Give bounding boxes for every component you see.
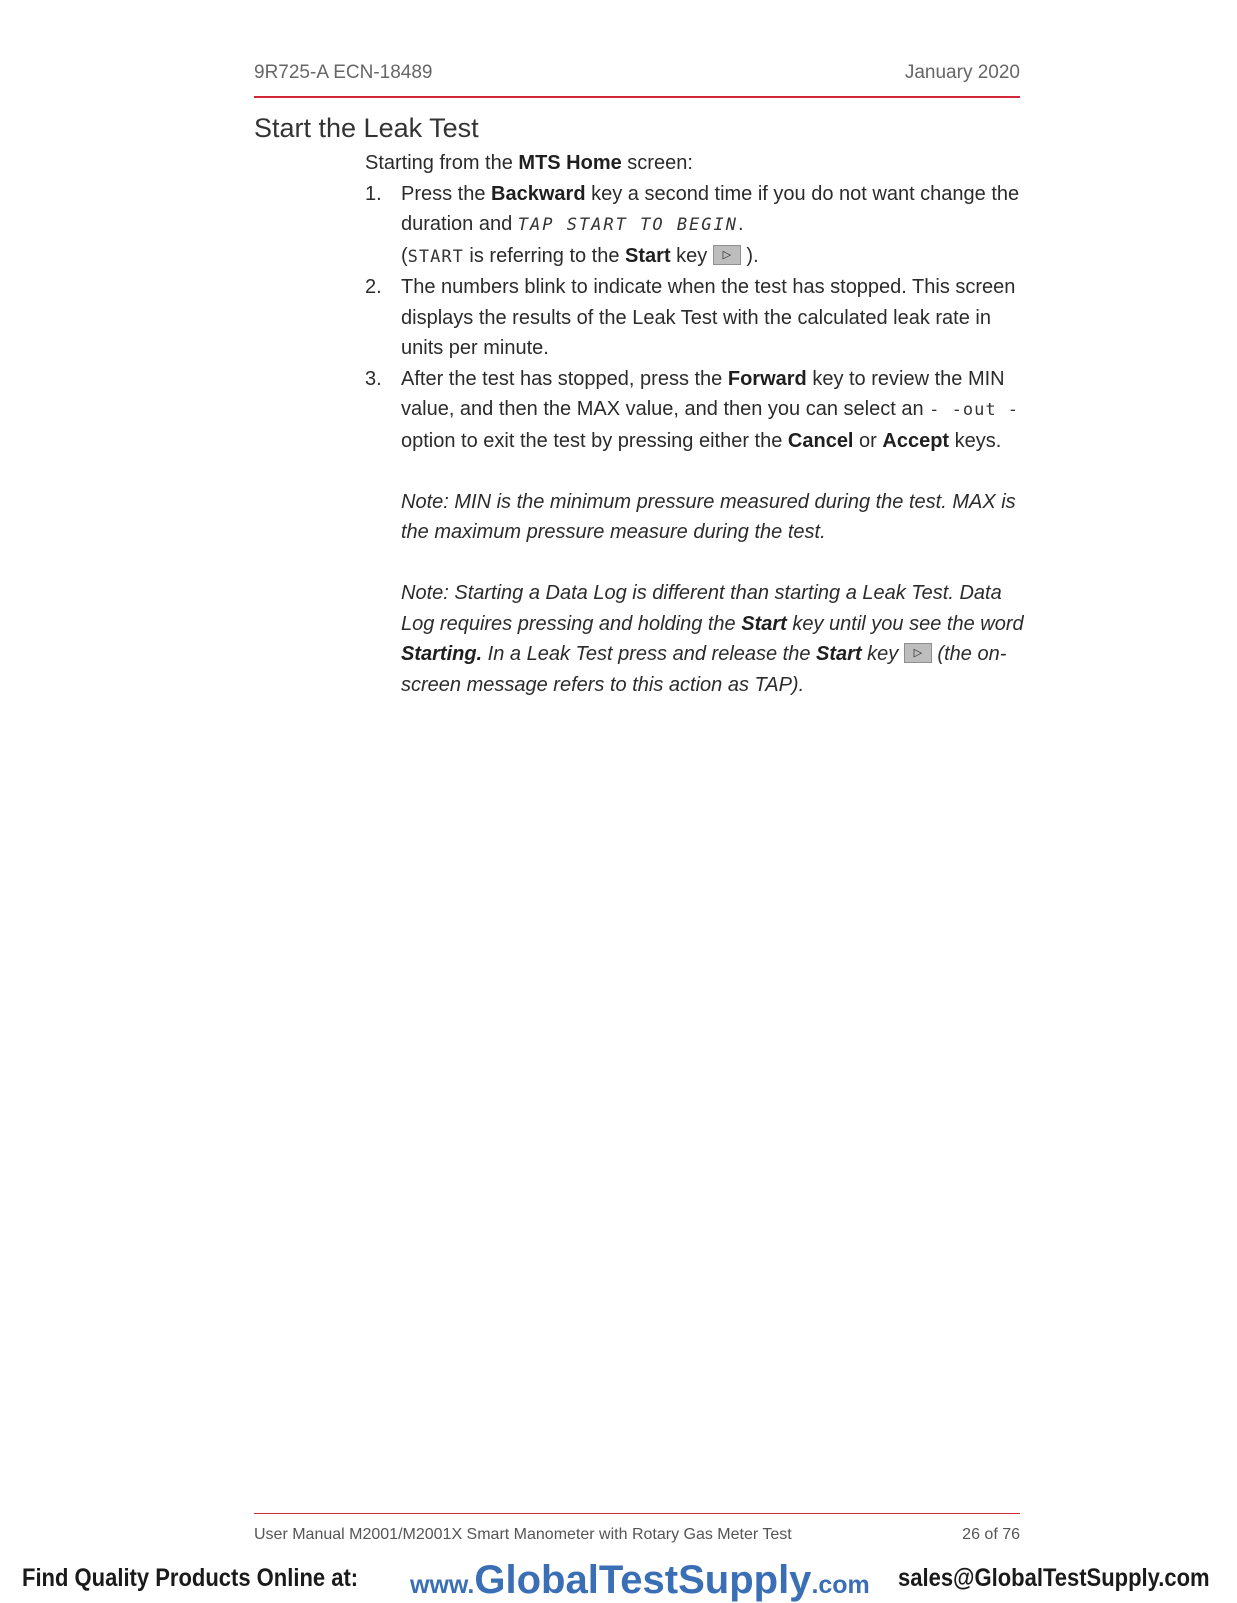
- promo-banner: [0, 1558, 1237, 1600]
- manual-title: User Manual M2001/M2001X Smart Manometer with Rotary Gas Meter Test: [254, 1526, 792, 1543]
- step-text: or: [853, 429, 883, 452]
- note-data-log: [365, 578, 1025, 700]
- accept-key-label: Accept: [882, 429, 950, 452]
- step-text: option to exit the test by pressing either the: [401, 429, 788, 452]
- page-number: 26 of 76: [962, 1526, 1020, 1543]
- intro-text: Starting from the: [365, 152, 519, 174]
- step-text: ).: [740, 244, 759, 267]
- lcd-out-option: - -out -: [929, 400, 1020, 420]
- step-text: (: [401, 244, 408, 267]
- spacer: [365, 548, 1025, 579]
- step-text: key a second time if you do not want change the duration and: [401, 182, 1020, 235]
- note-text: (the on-screen message refers to this action as TAP).: [401, 643, 1007, 696]
- section-title: Start the Leak Test: [254, 113, 479, 143]
- intro-bold: MTS Home: [518, 152, 622, 174]
- page-header: [254, 60, 1020, 98]
- banner-tagline: Find Quality Products Online at:: [22, 1564, 359, 1592]
- step-number: 3.: [365, 367, 382, 390]
- steps-list: [365, 179, 1025, 457]
- step-text: The numbers blink to indicate when the test has stopped. This screen displays the results of the Leak Test with the calculated leak rate in units per minute.: [401, 276, 1016, 359]
- page-footer: [254, 1513, 1020, 1550]
- step-number: 2.: [365, 276, 382, 298]
- website-link[interactable]: [410, 1558, 870, 1603]
- step-text: key to review the MIN value, and then the MAX value, and then you can select an: [401, 367, 1005, 420]
- backward-key-label: Backward: [491, 182, 586, 205]
- step-1: [365, 179, 1025, 273]
- url-prefix: www.: [410, 1571, 475, 1599]
- forward-key-label: Forward: [727, 367, 807, 390]
- document-date: January 2020: [904, 62, 1020, 83]
- lcd-message: TAP START TO BEGIN: [517, 215, 738, 235]
- step-text: Press the: [401, 182, 492, 205]
- start-key-icon: ▷: [904, 643, 932, 663]
- step-text: keys.: [949, 429, 1002, 452]
- url-main: GlobalTestSupply: [474, 1558, 812, 1602]
- url-suffix: .com: [811, 1571, 870, 1599]
- step-3: [365, 364, 1025, 457]
- step-text: .: [738, 213, 744, 235]
- cancel-key-label: Cancel: [787, 429, 854, 452]
- section-body: [365, 148, 1025, 700]
- start-key-label: Start: [625, 244, 671, 267]
- note-min-max: Note: MIN is the minimum pressure measured during the test. MAX is the maximum pressure measure during the test.: [401, 490, 1016, 543]
- intro-paragraph: [365, 148, 1025, 179]
- sales-email-link[interactable]: sales@GlobalTestSupply.com: [898, 1564, 1210, 1592]
- spacer: [365, 456, 1025, 487]
- step-number: 1.: [365, 182, 382, 205]
- note-text: Note: Starting a Data Log is different than starting a Leak Test. Data Log requires pressing and holding the: [401, 582, 1002, 635]
- step-2: [365, 272, 1025, 364]
- intro-text-end: screen:: [621, 152, 693, 174]
- note-start-label: Start: [816, 643, 862, 665]
- step-text: key: [670, 244, 713, 267]
- note-text: In a Leak Test press and release the: [482, 643, 817, 665]
- start-key-icon: ▷: [713, 245, 741, 265]
- note-starting-label: Starting.: [401, 643, 483, 665]
- step-text: After the test has stopped, press the: [401, 367, 728, 390]
- step-text: is referring to the: [463, 244, 626, 267]
- note-start-label: Start: [741, 612, 787, 635]
- note-text: key until you see the word: [786, 612, 1024, 635]
- document-id: 9R725-A ECN-18489: [254, 62, 433, 83]
- note-text: key: [861, 643, 904, 665]
- lcd-start-label: START: [407, 246, 464, 267]
